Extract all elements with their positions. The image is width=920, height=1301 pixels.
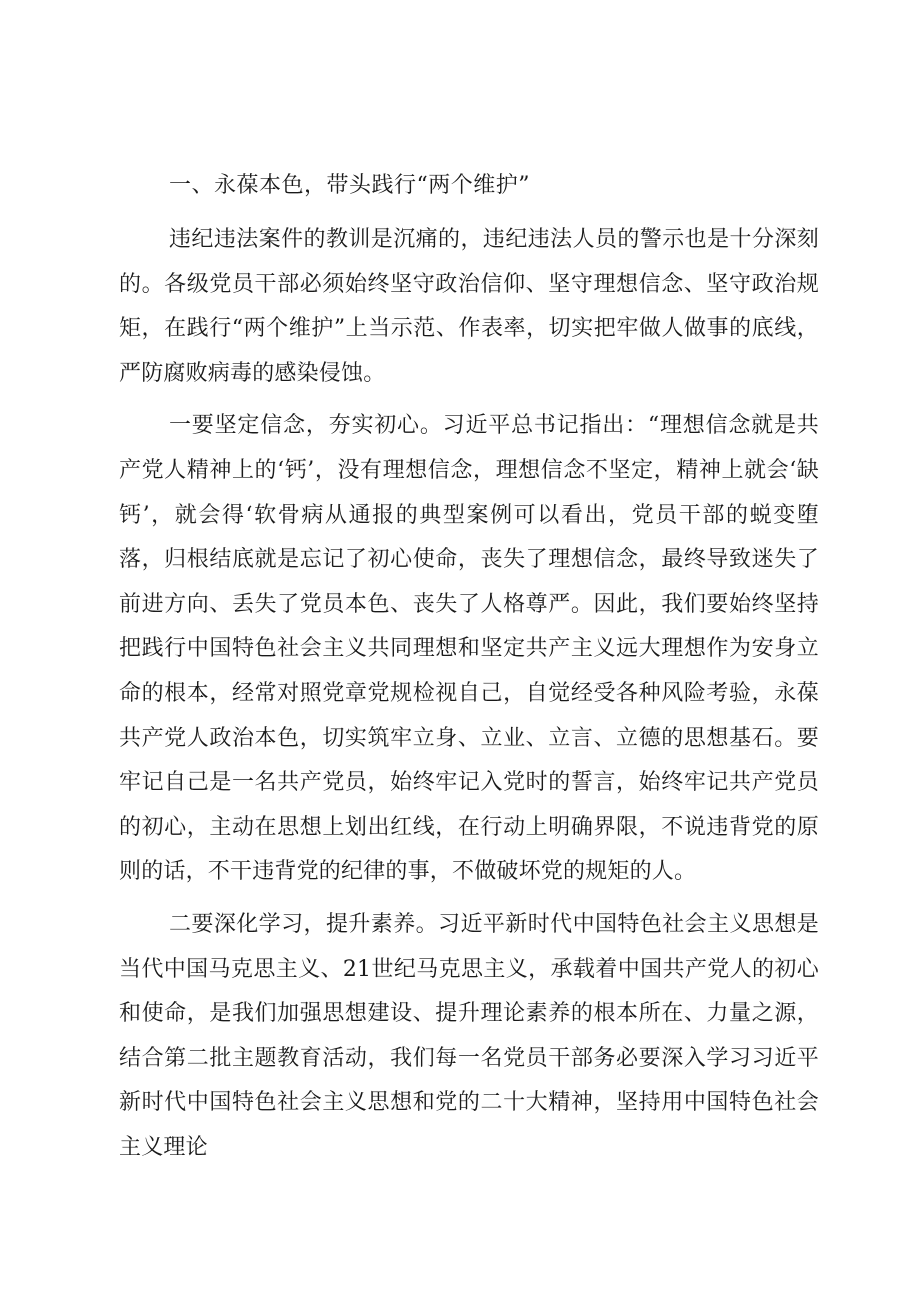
paragraph-firm-belief: 一要坚定信念，夯实初心。习近平总书记指出：“理想信念就是共产党人精神上的‘钙’，没有理想信念，理想信念不坚定，精神上就会‘缺钙’，就会得‘软骨病从通报的典型案例可以看出，党员干部的蜕变堕落，归根结底就是忘记了初心使命，丧失了理想信念，最终导致迷失了前进方向、丢失了党员本色、丧失了人格尊严。因此，我们要始终坚持把践行中国特色社会主义共同理想和坚定共产主义远大理想作为安身立命的根本，经常对照党章党规检视自己，自觉经受各种风险考验，永葆共产党人政治本色，切实筑牢立身、立业、立言、立德的思想基石。要牢记自己是一名共产党员，始终牢记入党时的誓言，始终牢记共产党员的初心，主动在思想上划出红线，在行动上明确界限，不说违背党的原则的话，不干违背党的纪律的事，不做破坏党的规矩的人。	[119, 413, 819, 885]
paragraph-intro: 违纪违法案件的教训是沉痛的，违纪违法人员的警示也是十分深刻的。各级党员干部必须始终坚守政治信仰、坚守理想信念、坚守政治规矩，在践行“两个维护”上当示范、作表率，切实把牢做人做事的底线，严防腐败病毒的感染侵蚀。	[119, 227, 819, 386]
section-heading: 一、永葆本色，带头践行“两个维护”	[169, 173, 530, 198]
document-body	[119, 168, 819, 1178]
paragraph-deepen-study: 二要深化学习，提升素养。习近平新时代中国特色社会主义思想是当代中国马克思主义、21世纪马克思主义，承载着中国共产党人的初心和使命，是我们加强思想建设、提升理论素养的根本所在、力量之源，结合第二批主题教育活动，我们每一名党员干部务必要深入学习习近平新时代中国特色社会主义思想和党的二十大精神，坚持用中国特色社会主义理论	[119, 911, 819, 1160]
